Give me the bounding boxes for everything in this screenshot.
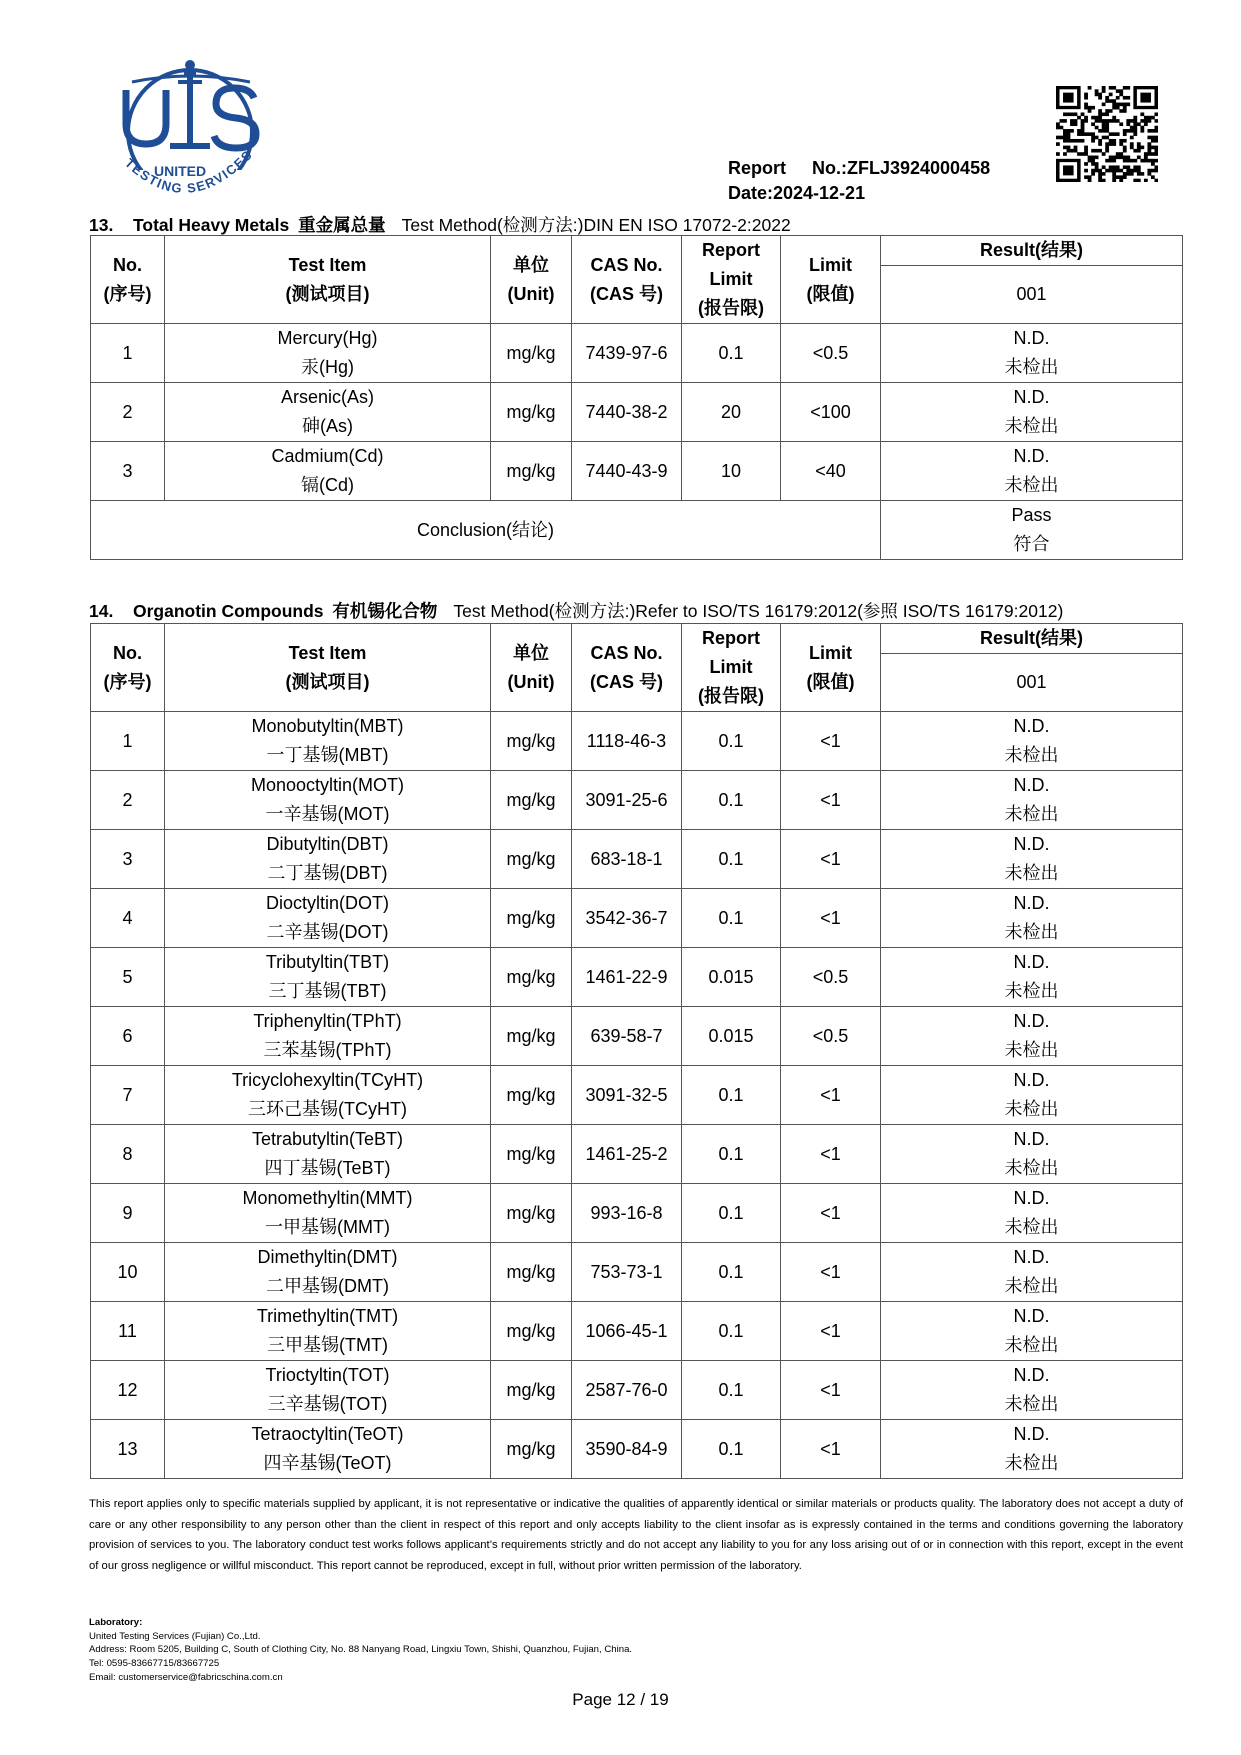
row-no: 2 (91, 383, 165, 442)
row-report-limit: 10 (682, 442, 781, 501)
row-report-limit: 0.1 (682, 771, 781, 830)
row-no: 7 (91, 1066, 165, 1125)
row-limit: <1 (781, 771, 881, 830)
row-test-item: Monooctyltin(MOT) 一辛基锡(MOT) (165, 771, 491, 830)
row-cas: 3542-36-7 (572, 889, 682, 948)
row-test-item: Trimethyltin(TMT) 三甲基锡(TMT) (165, 1302, 491, 1361)
test-method: Test Method(检测方法:)Refer to ISO/TS 16179:2012(参照 ISO/TS 16179:2012) (453, 601, 1064, 621)
row-result: N.D. 未检出 (881, 1302, 1183, 1361)
row-result: N.D. 未检出 (881, 1420, 1183, 1479)
section-14-title (89, 598, 1063, 623)
table-row (91, 1007, 1183, 1066)
row-cas: 1066-45-1 (572, 1302, 682, 1361)
table-row (91, 1361, 1183, 1420)
row-cas: 639-58-7 (572, 1007, 682, 1066)
row-no: 13 (91, 1420, 165, 1479)
row-test-item: Tetrabutyltin(TeBT) 四丁基锡(TeBT) (165, 1125, 491, 1184)
logo-united-text: UNITED (154, 163, 207, 179)
row-result: N.D. 未检出 (881, 1125, 1183, 1184)
row-unit: mg/kg (491, 830, 572, 889)
row-cas: 7440-38-2 (572, 383, 682, 442)
row-limit: <1 (781, 1420, 881, 1479)
col-limit: Limit (限值) (781, 624, 881, 712)
row-report-limit: 0.1 (682, 712, 781, 771)
row-no: 1 (91, 324, 165, 383)
row-report-limit: 0.1 (682, 1243, 781, 1302)
row-cas: 1118-46-3 (572, 712, 682, 771)
report-number (728, 158, 990, 179)
row-unit: mg/kg (491, 712, 572, 771)
col-limit: Limit (限值) (781, 236, 881, 324)
col-test-item: Test Item (测试项目) (165, 236, 491, 324)
row-unit: mg/kg (491, 1184, 572, 1243)
col-sample-001: 001 (881, 654, 1183, 712)
col-report-limit: Report Limit (报告限) (682, 624, 781, 712)
row-test-item: Tributyltin(TBT) 三丁基锡(TBT) (165, 948, 491, 1007)
row-no: 12 (91, 1361, 165, 1420)
row-unit: mg/kg (491, 1007, 572, 1066)
row-result: N.D. 未检出 (881, 1184, 1183, 1243)
section-number: 14. (89, 601, 114, 621)
row-report-limit: 0.1 (682, 1302, 781, 1361)
row-unit: mg/kg (491, 383, 572, 442)
row-limit: <1 (781, 712, 881, 771)
page-number: Page 12 / 19 (572, 1690, 669, 1709)
row-unit: mg/kg (491, 1361, 572, 1420)
row-no: 9 (91, 1184, 165, 1243)
table-row (91, 1066, 1183, 1125)
row-limit: <40 (781, 442, 881, 501)
lab-tel: Tel: 0595-83667715/83667725 (89, 1658, 220, 1670)
row-cas: 7440-43-9 (572, 442, 682, 501)
row-limit: <1 (781, 830, 881, 889)
row-report-limit: 0.1 (682, 1066, 781, 1125)
row-cas: 2587-76-0 (572, 1361, 682, 1420)
company-logo (118, 52, 268, 214)
row-no: 2 (91, 771, 165, 830)
table-header (91, 624, 1183, 712)
row-cas: 7439-97-6 (572, 324, 682, 383)
col-unit: 单位 (Unit) (491, 624, 572, 712)
row-limit: <1 (781, 1243, 881, 1302)
row-no: 3 (91, 830, 165, 889)
disclaimer: This report applies only to specific materials supplied by applicant, it is not representative or indicative the qualities of apparently identical or similar materials or products quality. The laboratory does not accept a duty of care or any other responsibility to any person other than the client in respect of this report and only accepts liability to the client insofar as is expressly contained in the terms and conditions governing the laboratory provision of services to you. The laboratory conduct test works follows applicant’s requirements strictly and do not accept any liability to you for any loss arising out of or in connection with this report, except in the event of our gross negligence or willful misconduct. This report cannot be reproduced, except in full, without prior written permission of the laboratory. (89, 1498, 1183, 1572)
row-cas: 683-18-1 (572, 830, 682, 889)
table-row (91, 889, 1183, 948)
row-limit: <1 (781, 1302, 881, 1361)
table-row (91, 771, 1183, 830)
row-test-item: Dibutyltin(DBT) 二丁基锡(DBT) (165, 830, 491, 889)
row-unit: mg/kg (491, 1420, 572, 1479)
row-result: N.D. 未检出 (881, 383, 1183, 442)
row-limit: <1 (781, 1361, 881, 1420)
row-limit: <1 (781, 1066, 881, 1125)
col-report-limit: Report Limit (报告限) (682, 236, 781, 324)
row-no: 4 (91, 889, 165, 948)
row-unit: mg/kg (491, 1125, 572, 1184)
col-sample-001: 001 (881, 266, 1183, 324)
row-unit: mg/kg (491, 948, 572, 1007)
row-unit: mg/kg (491, 771, 572, 830)
row-test-item: Tricyclohexyltin(TCyHT) 三环己基锡(TCyHT) (165, 1066, 491, 1125)
row-report-limit: 0.1 (682, 889, 781, 948)
section-name-cn: 有机锡化合物 (332, 601, 438, 621)
row-result: N.D. 未检出 (881, 1007, 1183, 1066)
row-no: 11 (91, 1302, 165, 1361)
heavy-metals-table (90, 235, 1183, 560)
col-no: No. (序号) (91, 236, 165, 324)
lab-address: Address: Room 5205, Building C, South of Clothing City, No. 88 Nanyang Road, Lingxiu Town, Shishi, Quanzhou, Fujian, China. (89, 1644, 633, 1656)
row-unit: mg/kg (491, 324, 572, 383)
section-name-cn: 重金属总量 (298, 215, 386, 235)
row-no: 1 (91, 712, 165, 771)
row-no: 10 (91, 1243, 165, 1302)
row-result: N.D. 未检出 (881, 1361, 1183, 1420)
row-report-limit: 0.1 (682, 1420, 781, 1479)
col-unit: 单位 (Unit) (491, 236, 572, 324)
row-no: 5 (91, 948, 165, 1007)
row-test-item: Dimethyltin(DMT) 二甲基锡(DMT) (165, 1243, 491, 1302)
row-limit: <100 (781, 383, 881, 442)
lab-name: United Testing Services (Fujian) Co.,Ltd. (89, 1630, 261, 1642)
conclusion-value: Pass 符合 (881, 501, 1183, 560)
col-result: Result(结果) (881, 236, 1183, 266)
row-report-limit: 0.1 (682, 1361, 781, 1420)
row-result: N.D. 未检出 (881, 1243, 1183, 1302)
row-test-item: Triphenyltin(TPhT) 三苯基锡(TPhT) (165, 1007, 491, 1066)
table-header (91, 236, 1183, 324)
row-result: N.D. 未检出 (881, 771, 1183, 830)
report-number-label: Report (728, 158, 786, 178)
row-report-limit: 0.1 (682, 1184, 781, 1243)
row-cas: 1461-22-9 (572, 948, 682, 1007)
row-test-item: Dioctyltin(DOT) 二辛基锡(DOT) (165, 889, 491, 948)
organotin-table (90, 623, 1183, 1479)
laboratory-info (89, 1616, 632, 1685)
row-cas: 3091-32-5 (572, 1066, 682, 1125)
row-cas: 3091-25-6 (572, 771, 682, 830)
row-result: N.D. 未检出 (881, 1066, 1183, 1125)
table-row (91, 1125, 1183, 1184)
row-result: N.D. 未检出 (881, 324, 1183, 383)
row-test-item: Cadmium(Cd) 镉(Cd) (165, 442, 491, 501)
row-test-item: Monobutyltin(MBT) 一丁基锡(MBT) (165, 712, 491, 771)
row-report-limit: 0.015 (682, 948, 781, 1007)
row-limit: <1 (781, 1184, 881, 1243)
row-result: N.D. 未检出 (881, 442, 1183, 501)
row-cas: 3590-84-9 (572, 1420, 682, 1479)
row-result: N.D. 未检出 (881, 830, 1183, 889)
row-report-limit: 0.1 (682, 1125, 781, 1184)
row-result: N.D. 未检出 (881, 948, 1183, 1007)
table-row (91, 442, 1183, 501)
row-cas: 1461-25-2 (572, 1125, 682, 1184)
row-unit: mg/kg (491, 1302, 572, 1361)
table-row (91, 948, 1183, 1007)
report-date: Date:2024-12-21 (728, 183, 866, 203)
row-test-item: Trioctyltin(TOT) 三辛基锡(TOT) (165, 1361, 491, 1420)
row-test-item: Arsenic(As) 砷(As) (165, 383, 491, 442)
report-number-value: No.:ZFLJ3924000458 (812, 158, 991, 178)
col-cas: CAS No. (CAS 号) (572, 236, 682, 324)
section-name: Organotin Compounds (133, 601, 324, 621)
section-name: Total Heavy Metals (133, 215, 290, 235)
row-no: 3 (91, 442, 165, 501)
row-report-limit: 0.1 (682, 324, 781, 383)
lab-email: Email: customerservice@fabricschina.com.cn (89, 1671, 283, 1683)
conclusion-label: Conclusion(结论) (91, 501, 881, 560)
row-unit: mg/kg (491, 1066, 572, 1125)
qr-code-icon (1056, 86, 1158, 182)
row-unit: mg/kg (491, 889, 572, 948)
logo-ring-text: TESTING SERVICES (121, 146, 256, 197)
col-cas: CAS No. (CAS 号) (572, 624, 682, 712)
row-report-limit: 20 (682, 383, 781, 442)
table-row (91, 324, 1183, 383)
test-method: Test Method(检测方法:)DIN EN ISO 17072-2:2022 (401, 215, 791, 235)
row-limit: <1 (781, 1125, 881, 1184)
section-13-title (89, 212, 791, 237)
table-row (91, 383, 1183, 442)
table-row (91, 1420, 1183, 1479)
row-unit: mg/kg (491, 1243, 572, 1302)
row-limit: <0.5 (781, 948, 881, 1007)
row-cas: 753-73-1 (572, 1243, 682, 1302)
row-limit: <1 (781, 889, 881, 948)
row-result: N.D. 未检出 (881, 889, 1183, 948)
row-cas: 993-16-8 (572, 1184, 682, 1243)
row-no: 6 (91, 1007, 165, 1066)
lab-title: Laboratory: (89, 1617, 143, 1628)
table-row (91, 712, 1183, 771)
col-result: Result(结果) (881, 624, 1183, 654)
col-no: No. (序号) (91, 624, 165, 712)
table-row (91, 1184, 1183, 1243)
table-row (91, 1302, 1183, 1361)
row-result: N.D. 未检出 (881, 712, 1183, 771)
row-limit: <0.5 (781, 324, 881, 383)
row-no: 8 (91, 1125, 165, 1184)
row-test-item: Monomethyltin(MMT) 一甲基锡(MMT) (165, 1184, 491, 1243)
row-test-item: Tetraoctyltin(TeOT) 四辛基锡(TeOT) (165, 1420, 491, 1479)
table-row (91, 1243, 1183, 1302)
col-test-item: Test Item (测试项目) (165, 624, 491, 712)
conclusion-row (91, 501, 1183, 560)
row-report-limit: 0.1 (682, 830, 781, 889)
row-unit: mg/kg (491, 442, 572, 501)
section-number: 13. (89, 215, 114, 235)
row-test-item: Mercury(Hg) 汞(Hg) (165, 324, 491, 383)
table-row (91, 830, 1183, 889)
row-limit: <0.5 (781, 1007, 881, 1066)
row-report-limit: 0.015 (682, 1007, 781, 1066)
